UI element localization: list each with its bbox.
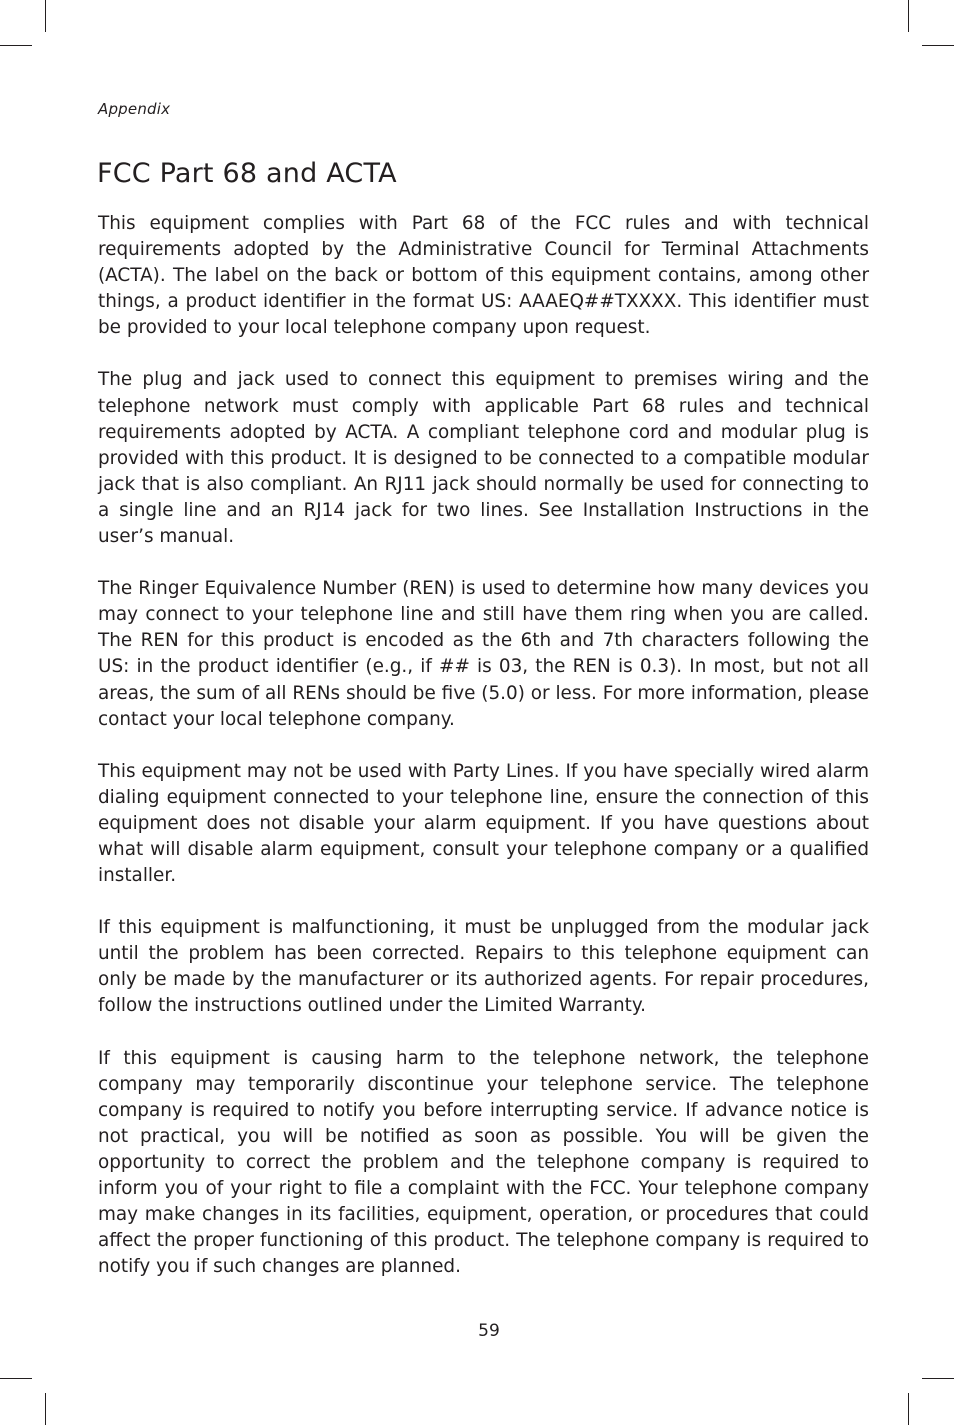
paragraph-plug-and-jack: The plug and jack used to connect this equipment to premises wiring and the telephone network must comply with applicable Part 68 rules and technical requirements adopted by ACTA. A compliant telephone cord and modular plug is provided with this product. It is designed to be connected to a compatible modular jack that is also compliant. An RJ11 jack should normally be used for connecting to a single line and an RJ14 jack for two lines. See Installation Instructions in the user’s manual. xyxy=(98,369,869,548)
crop-mark-bottom-right-horizontal xyxy=(922,1378,954,1379)
section-title: FCC Part 68 and ACTA xyxy=(97,158,397,189)
paragraph-ren: The Ringer Equivalence Number (REN) is used to determine how many devices you may connect to your telephone line and still have them ring when you are called. The REN for this product is encoded as the 6th and 7th characters following the US: in the product identifier (e.g., if ## is 03, the REN is 0.3). In most, but not all areas, the sum of all RENs should be five (5.0) or less. For more information, please contact your local telephone company. xyxy=(98,578,869,730)
crop-mark-bottom-right-vertical xyxy=(908,1393,909,1425)
paragraph-malfunction: If this equipment is malfunctioning, it must be unplugged from the modular jack until the problem has been corrected. Repairs to this telephone equipment can only be made by the manufacturer or its authorized agents. For repair procedures, follow the instructions outlined under the Limited Warranty. xyxy=(98,917,869,1017)
paragraph-part68-compliance: This equipment complies with Part 68 of the FCC rules and with technical requirements adopted by the Administrative Council for Terminal Attachments (ACTA). The label on the back or bottom of this equipment contains, among other things, a product identifier in the format US: AAAEQ##TXXXX. This identifier must be provided to your local telephone company upon request. xyxy=(98,213,869,339)
paragraph-party-lines: This equipment may not be used with Party Lines. If you have specially wired alarm dialing equipment connected to your telephone line, ensure the connection of this equipment does not disable your alarm equipment. If you have questions about what will disable alarm equipment, consult your telephone company or a qualified installer. xyxy=(98,760,869,887)
paragraph-network-harm: If this equipment is causing harm to the telephone network, the telephone company may temporarily discontinue your telephone service. The telephone company is required to notify you before interrupting service. If advance notice is not practical, you will be notified as soon as possible. You will be given the opportunity to correct the problem and the telephone company is required to inform you of your right to file a complaint with the FCC. Your telephone company may make changes in its facilities, equipment, operation, or procedures that could affect the proper functioning of this product. The telephone company is required to notify you if such changes are planned. xyxy=(98,1047,869,1278)
crop-mark-bottom-left-vertical xyxy=(45,1393,46,1425)
running-head: Appendix xyxy=(98,100,171,118)
crop-mark-top-right-vertical xyxy=(908,0,909,32)
crop-mark-bottom-left-horizontal xyxy=(0,1378,32,1379)
crop-mark-top-left-horizontal xyxy=(0,45,32,46)
crop-mark-top-left-vertical xyxy=(45,0,46,32)
page-number: 59 xyxy=(478,1321,500,1341)
body-text xyxy=(98,211,869,1306)
crop-mark-top-right-horizontal xyxy=(922,45,954,46)
